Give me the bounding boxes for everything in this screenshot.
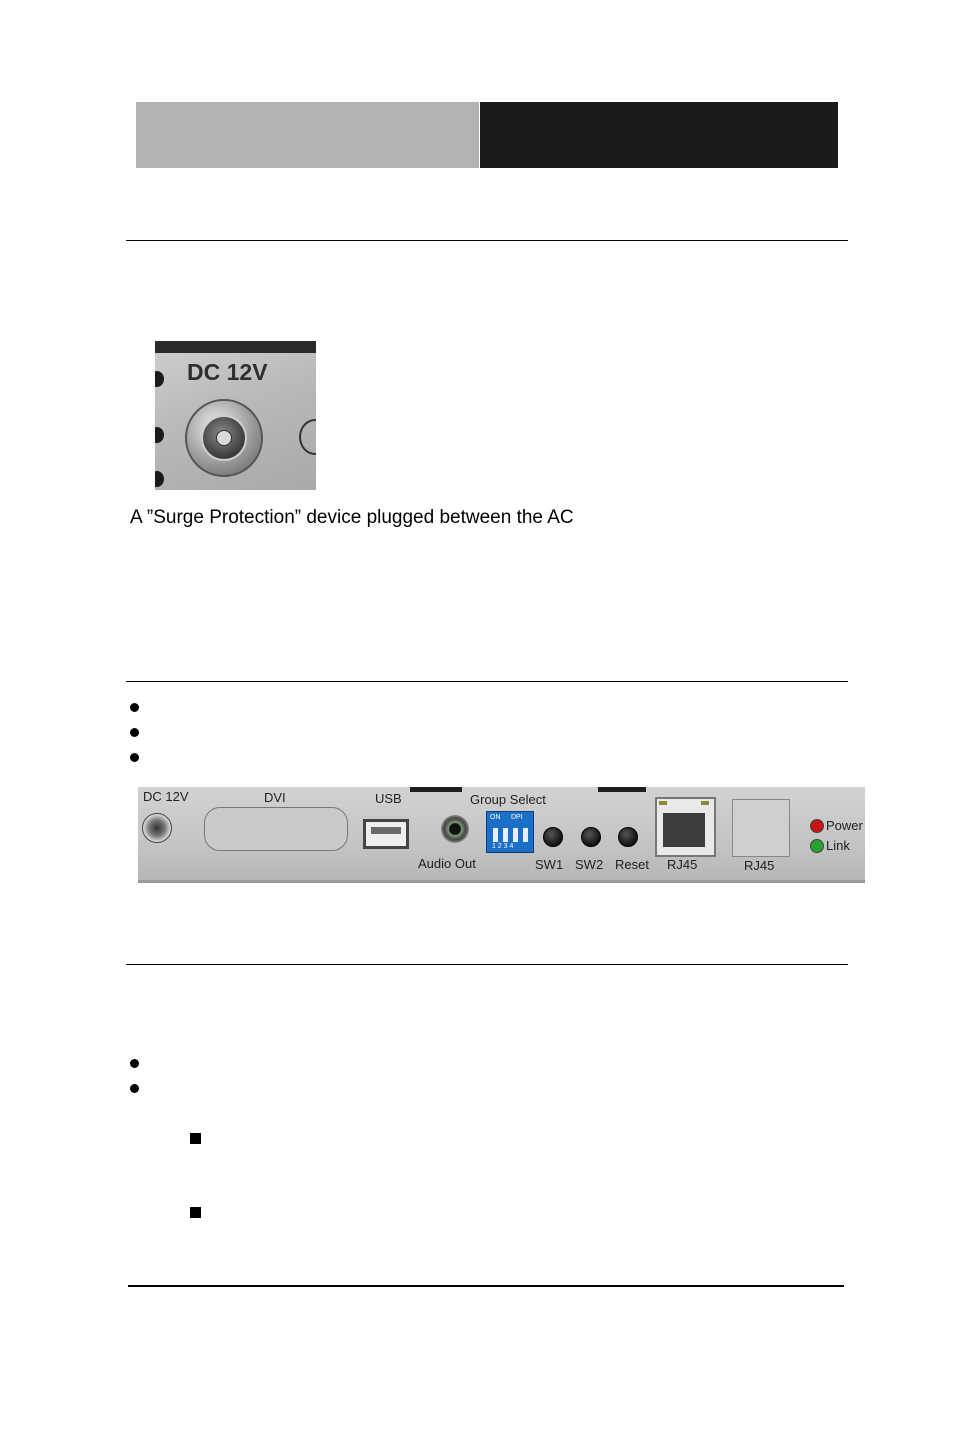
label-group-select: Group Select: [470, 792, 546, 807]
header-band-left: [136, 102, 479, 168]
section-divider: [126, 240, 848, 241]
bullet-icon: [130, 1059, 139, 1068]
usb-port: [363, 819, 409, 849]
label-sw2: SW2: [575, 857, 604, 872]
dvi-port: [204, 807, 348, 851]
dc-jack: [142, 813, 172, 843]
dip-lever: [513, 828, 518, 842]
label-link: Link: [826, 838, 850, 853]
dip-lever: [503, 828, 508, 842]
bullet-icon: [130, 703, 139, 712]
footer-divider: [128, 1285, 844, 1287]
label-sw1: SW1: [535, 857, 564, 872]
jack-pin: [216, 430, 232, 446]
bullet-icon: [130, 1084, 139, 1093]
header-band-right: [480, 102, 838, 168]
bullet-icon: [130, 728, 139, 737]
rj45-led: [701, 801, 709, 805]
label-dvi: DVI: [264, 790, 286, 805]
label-rj45-b: RJ45: [744, 858, 775, 873]
photo-top-band: [155, 341, 316, 353]
sw2-button: [581, 827, 601, 847]
label-rj45-a: RJ45: [667, 857, 698, 872]
dip-numbers: 1 2 3 4: [492, 843, 514, 850]
link-led: [810, 839, 824, 853]
label-dc: DC 12V: [143, 789, 189, 804]
dip-lever: [493, 828, 498, 842]
rj45-led: [659, 801, 667, 805]
dc-jack-photo: [155, 341, 316, 490]
dip-switch: [486, 811, 534, 853]
audio-jack: [441, 815, 469, 843]
reset-button: [618, 827, 638, 847]
label-power: Power: [826, 818, 863, 833]
section-divider: [126, 681, 848, 682]
rj45-socket: [663, 813, 705, 847]
power-led: [810, 819, 824, 833]
label-usb: USB: [375, 791, 402, 806]
section-divider: [126, 964, 848, 965]
mounting-hole: [155, 471, 164, 487]
label-reset: Reset: [615, 857, 649, 872]
mounting-hole: [155, 427, 164, 443]
usb-tongue: [371, 827, 401, 834]
mounting-hole: [155, 371, 164, 387]
sw1-button: [543, 827, 563, 847]
panel-tab: [410, 787, 462, 792]
dc-label: DC 12V: [187, 359, 268, 385]
adjacent-port: [299, 419, 316, 455]
surge-protection-caption: A ”Surge Protection” device plugged between the AC: [130, 507, 574, 528]
label-audio-out: Audio Out: [418, 856, 476, 871]
dip-on-label: ON: [490, 814, 501, 821]
dip-dpi-label: DPI: [511, 814, 523, 821]
square-bullet-icon: [190, 1207, 201, 1218]
dip-lever: [523, 828, 528, 842]
bullet-icon: [130, 753, 139, 762]
rear-panel-photo: [138, 787, 865, 883]
panel-tab: [598, 787, 646, 792]
panel-bottom-edge: [138, 880, 865, 883]
rj45-port-covered: [732, 799, 790, 857]
square-bullet-icon: [190, 1133, 201, 1144]
